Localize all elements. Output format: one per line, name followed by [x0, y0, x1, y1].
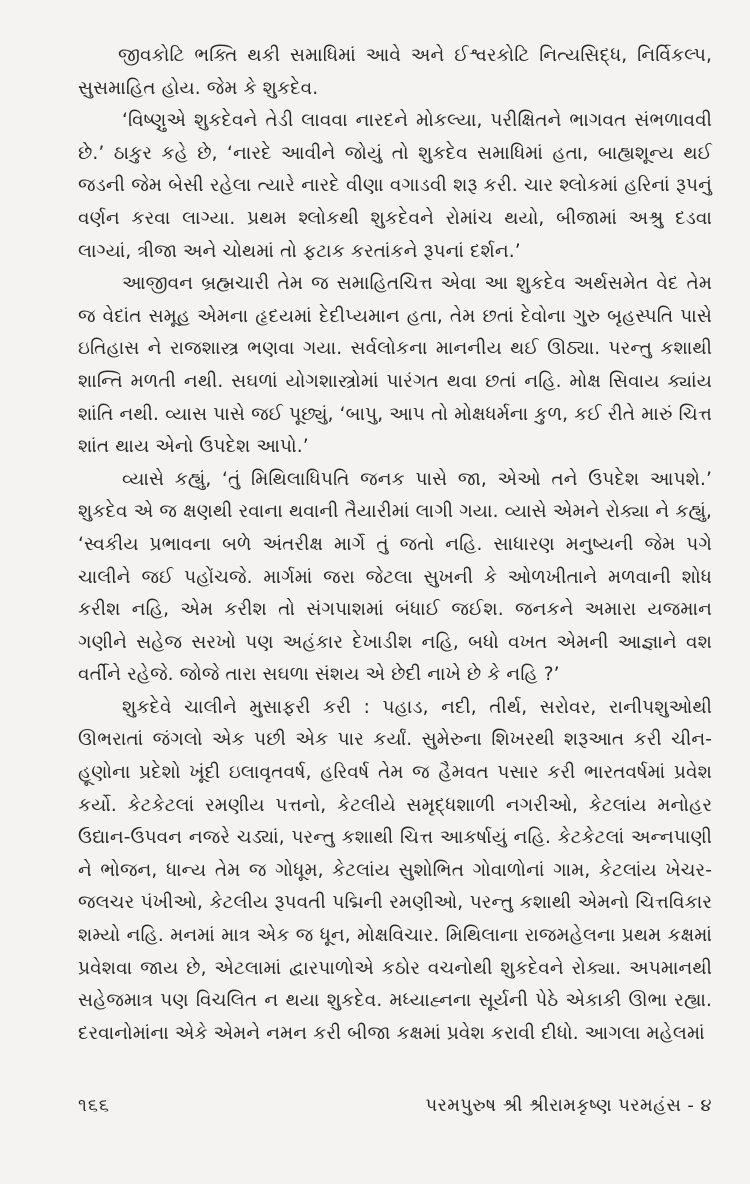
page-number: ૧૬૬	[78, 1095, 110, 1116]
paragraph-4: વ્યાસે કહ્યું, ‘તું મિથિલાધિપતિ જનક પાસે જા, એઓ તને ઉપદેશ આપશે.’ શુકદેવ એ જ ક્ષણથી રવાના થવાની તૈયારીમાં લાગી ગયા. વ્યાસે એમને રોક્યા ને કહ્યું, ‘સ્વકીય પ્રભાવના બળે અંતરીક્ષ માર્ગે તું જતો નહિ. સાધારણ મનુષ્યની જેમ પગે ચાલીને જઈ પહોંચજે. માર્ગમાં જરા જેટલા સુખની કે ઓળખીતાને મળવાની શોધ કરીશ નહિ, એમ કરીશ તો સંગપાશમાં બંધાઈ જઈશ. જનકને અમારા યજમાન ગણીને સહેજ સરખો પણ અહંકાર દેખાડીશ નહિ, બધો વખત એમની આજ્ઞાને વશ વર્તીને રહેજે. જોજે તારા સઘળા સંશય એ છેદી નાખે છે કે નહિ ?’	[78, 468, 712, 686]
body-text	[78, 40, 712, 1050]
page-footer	[78, 1094, 712, 1118]
paragraph-1: જીવકોટિ ભક્તિ થકી સમાધિમાં આવે અને ઈશ્વરકોટિ નિત્યસિદ્ધ, નિર્વિકલ્પ, સુસમાહિત હોય. જેમ કે શુકદેવ.	[78, 45, 712, 99]
paragraph-2: ‘વિષ્ણુએ શુકદેવને તેડી લાવવા નારદને મોકલ્યા, પરીક્ષિતને ભાગવત સંભળાવવી છે.’ ઠાકુર કહે છે, ‘નારદે આવીને જોયું તો શુકદેવ સમાધિમાં હતા, બાહ્યશૂન્ય થઈ જડની જેમ બેસી રહેલા ત્યારે નારદે વીણા વગાડવી શરૂ કરી. ચાર શ્લોકમાં હરિનાં રૂપનું વર્ણન કરવા લાગ્યા. પ્રથમ શ્લોકથી શુકદેવને રોમાંચ થયો, બીજામાં અશ્રુ દડવા લાગ્યાં, ત્રીજા અને ચોથમાં તો ફટાક કરતાંકને રૂપનાં દર્શન.’	[78, 110, 712, 262]
running-title: પરમપુરુષ શ્રી શ્રીરામકૃષ્ણ પરમહંસ - ૪	[425, 1095, 712, 1116]
paragraph-5: શુકદેવે ચાલીને મુસાફરી કરી : પહાડ, નદી, તીર્થ, સરોવર, રાનીપશુઓથી ઊભરાતાં જંગલો એક પછી એક પાર કર્યાં. સુમેરુના શિખરથી શરૂઆત કરી ચીન-હૂણોના પ્રદેશો ખૂંદી ઇલાવૃતવર્ષ, હરિવર્ષ તેમ જ હૈમવત પસાર કરી ભારતવર્ષમાં પ્રવેશ કર્યો. કેટકેટલાં રમણીય પત્તનો, કેટલીયે સમૃદ્ધશાળી નગરીઓ, કેટલાંય મનોહર ઉદ્યાન-ઉપવન નજરે ચડ્યાં, પરન્તુ કશાથી ચિત્ત આકર્ષાયું નહિ. કેટકેટલાં અન્નપાણી ને ભોજન, ધાન્ય તેમ જ ગોધૂમ, કેટલાંય સુશોભિત ગોવાળોનાં ગામ, કેટલાંય ખેચર-જલચર પંખીઓ, કેટલીય રૂપવતી પદ્મિની રમણીઓ, પરન્તુ કશાથી એમનો ચિત્તવિકાર શમ્યો નહિ. મનમાં માત્ર એક જ ધૂન, મોક્ષવિચાર. મિથિલાના રાજમહેલના પ્રથમ કક્ષમાં પ્રવેશવા જાય છે, એટલામાં દ્વારપાળોએ કઠોર વચનોથી શુકદેવને રોક્યા. અપમાનથી સહેજમાત્ર પણ વિચલિત ન થયા શુકદેવ. મધ્યાહ્નના સૂર્યની પેઠે એકાકી ઊભા રહ્યા. દરવાનોમાંના એકે એમને નમન કરી બીજા કક્ષમાં પ્રવેશ કરાવી દીધો. આગલા મહેલમાં	[78, 696, 712, 1044]
paragraph-3: આજીવન બ્રહ્મચારી તેમ જ સમાહિતચિત્ત એવા આ શુકદેવ અર્થસમેત વેદ તેમ જ વેદાંત સમૂહ એમના હૃદયમાં દેદીપ્યમાન હતા, તેમ છતાં દેવોના ગુરુ બૃહસ્પતિ પાસે ઇતિહાસ ને રાજશાસ્ત્ર ભણવા ગયા. સર્વલોકના માનનીય થઈ ઊઠ્યા. પરન્તુ કશાથી શાન્તિ મળતી નથી. સઘળાં યોગશાસ્ત્રોમાં પારંગત થવા છતાં નહિ. મોક્ષ સિવાય ક્યાંય શાંતિ નથી. વ્યાસ પાસે જઈ પૂછ્યું, ‘બાપુ, આપ તો મોક્ષધર્મના કુળ, કઈ રીતે મારું ચિત્ત શાંત થાય એનો ઉપદેશ આપો.’	[78, 273, 712, 458]
